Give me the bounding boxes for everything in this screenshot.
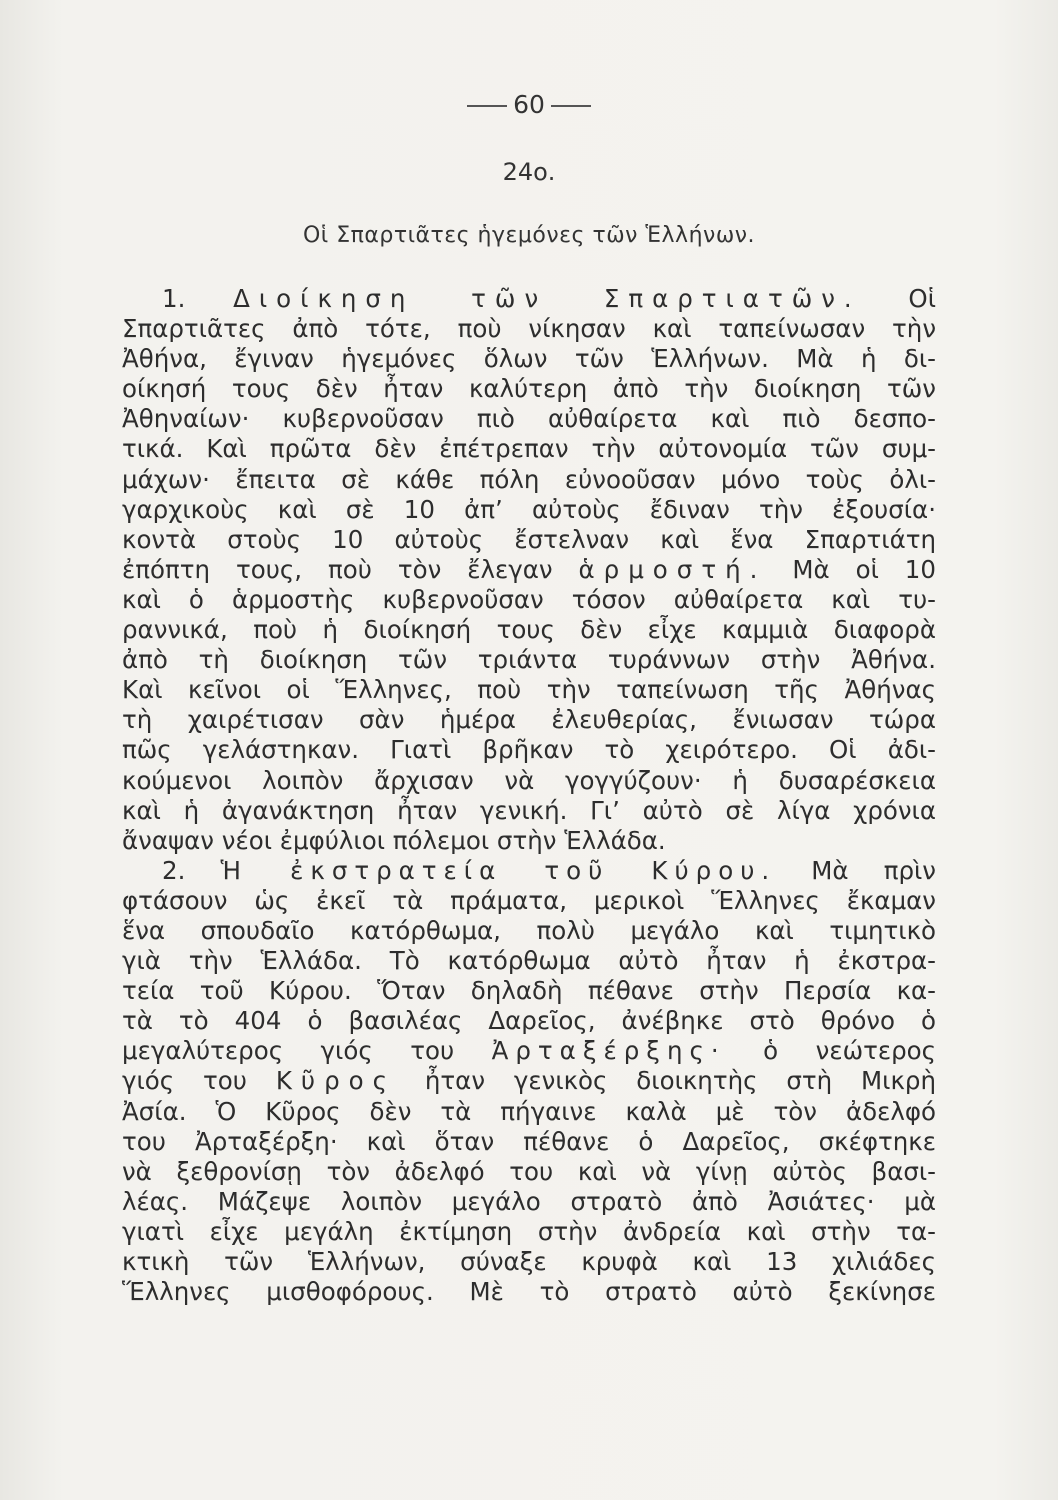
page-number (0, 90, 1058, 119)
text-line (122, 856, 936, 886)
text-line (122, 1036, 936, 1066)
text-fragment: ἦταν γενικὸς διοικητὴς στὴ Μικρὴ (424, 1066, 936, 1096)
text-line (122, 555, 936, 585)
text-line: κοντὰ στοὺς 10 αὐτοὺς ἔστελναν καὶ ἕνα Σπαρτιάτη (122, 524, 936, 554)
text-fragment: γιός του (122, 1066, 247, 1096)
text-line: γαρχικοὺς καὶ σὲ 10 ἀπ’ αὐτοὺς ἔδιναν τὴν ἐξουσία· (122, 494, 936, 524)
text-line: Ἀσία. Ὁ Κῦρος δὲν τὰ πήγαινε καλὰ μὲ τὸν ἀδελφό (122, 1096, 936, 1126)
text-line: οίκησή τους δὲν ἦταν καλύτερη ἀπὸ τὴν διοίκηση τῶν (122, 374, 936, 404)
text-line: Ἕλληνες μισθοφόρους. Μὲ τὸ στρατὸ αὐτὸ ξεκίνησε (122, 1277, 936, 1307)
text-line: καὶ ὁ ἁρμοστὴς κυβερνοῦσαν τόσον αὐθαίρετα καὶ τυ- (122, 584, 936, 614)
text-line: Σπαρτιᾶτες ἀπὸ τότε, ποὺ νίκησαν καὶ ταπείνωσαν τὴν (122, 314, 936, 344)
text-line: κτικὴ τῶν Ἑλλήνων, σύναξε κρυφὰ καὶ 13 χιλιάδες (122, 1247, 936, 1276)
text-line: νὰ ξεθρονίσῃ τὸν ἀδελφό του καὶ νὰ γίνῃ αὐτὸς βασι- (122, 1156, 936, 1186)
text-line (122, 284, 936, 314)
text-line: λέας. Μάζεψε λοιπὸν μεγάλο στρατὸ ἀπὸ Ἀσιάτες· μὰ (122, 1186, 936, 1216)
text-line: τὰ τὸ 404 ὁ βασιλέας Δαρεῖος, ἀνέβηκε στὸ θρόνο ὁ (122, 1006, 936, 1036)
text-line: τικά. Καὶ πρῶτα δὲν ἐπέτρεπαν τὴν αὐτονομία τῶν συμ- (122, 434, 936, 464)
text-line: γιατὶ εἶχε μεγάλη ἐκτίμηση στὴν ἀνδρεία καὶ στὴν τα- (122, 1216, 936, 1246)
section-1-heading: Διοίκηση τῶν Σπαρτιατῶν. (233, 284, 861, 313)
emphasized-name-cyrus: Κῦρος (275, 1066, 397, 1096)
text-line: Ἀθήνα, ἔγιναν ἡγεμόνες ὅλων τῶν Ἑλλήνων. Μὰ ἡ δι- (122, 344, 936, 374)
text-line: του Ἀρταξέρξη· καὶ ὅταν πέθανε ὁ Δαρεῖος, σκέφτηκε (122, 1126, 936, 1156)
text-line: ἄναψαν νέοι ἐμφύλιοι πόλεμοι στὴν Ἑλλάδα. (122, 825, 666, 855)
text-line (122, 1066, 936, 1096)
text-fragment: μεγαλύτερος γιός του (122, 1036, 455, 1066)
text-fragment: Μὰ πρὶν (811, 855, 936, 885)
text-fragment: ὁ νεώτερος (763, 1036, 936, 1066)
section-1-label: 1. (162, 284, 186, 313)
chapter-title: Οἱ Σπαρτιᾶτες ἡγεμόνες τῶν Ἑλλήνων. (302, 223, 756, 248)
text-line: ἀπὸ τὴ διοίκηση τῶν τριάντα τυράννων στὴν Ἀθήνα. (122, 645, 936, 675)
text-fragment: ἐπόπτη τους, ποὺ τὸν ἔλεγαν (122, 554, 553, 584)
text-line: κούμενοι λοιπὸν ἄρχισαν νὰ γογγύζουν· ἡ δυσαρέσκεια (122, 765, 936, 795)
page-number-value: 60 (513, 90, 545, 119)
text-line: γιὰ τὴν Ἑλλάδα. Τὸ κατόρθωμα αὐτὸ ἦταν ἡ ἐκστρα- (122, 946, 936, 976)
page-number-dash-right (551, 105, 591, 107)
text-fragment: Μὰ οἱ 10 (792, 554, 936, 584)
text-line: ἕνα σπουδαῖο κατόρθωμα, πολὺ μεγάλο καὶ τιμητικὸ (122, 915, 936, 945)
text-line: Καὶ κεῖνοι οἱ Ἕλληνες, ποὺ τὴν ταπείνωση τῆς Ἀθήνας (122, 675, 936, 705)
text-line: ραννικά, ποὺ ἡ διοίκησή τους δὲν εἶχε καμμιὰ διαφορὰ (122, 615, 936, 645)
emphasized-name-artaxerxes: Ἀρταξέρξης· (491, 1036, 726, 1066)
page-number-dash-left (467, 105, 507, 107)
text-line: Ἀθηναίων· κυβερνοῦσαν πιὸ αὐθαίρετα καὶ πιὸ δεσπο- (122, 404, 936, 434)
text-line: τεία τοῦ Κύρου. Ὅταν δηλαδὴ πέθανε στὴν Περσία κα- (122, 976, 936, 1006)
text-line: φτάσουν ὡς ἐκεῖ τὰ πράματα, μερικοὶ Ἕλληνες ἔκαμαν (122, 885, 936, 915)
emphasized-term-harmost: ἁρμοστή. (578, 554, 767, 584)
section-2-label: 2. (162, 855, 186, 885)
chapter-number: 24ο. (502, 158, 556, 186)
text-fragment: Οἱ (908, 284, 936, 313)
text-line: τὴ χαιρέτισαν σὰν ἡμέρα ἐλευθερίας, ἔνιωσαν τώρα (122, 705, 936, 735)
text-line: μάχων· ἔπειτα σὲ κάθε πόλη εὐνοοῦσαν μόνο τοὺς ὀλι- (122, 464, 936, 494)
text-line: καὶ ἡ ἀγανάκτηση ἦταν γενική. Γι’ αὐτὸ σὲ λίγα χρόνια (122, 795, 936, 825)
body-text (122, 284, 936, 1307)
text-line: πῶς γελάστηκαν. Γιατὶ βρῆκαν τὸ χειρότερο. Οἱ ἀδι- (122, 735, 936, 765)
section-2-heading: Ἡ ἐκστρατεία τοῦ Κύρου. (220, 855, 777, 885)
